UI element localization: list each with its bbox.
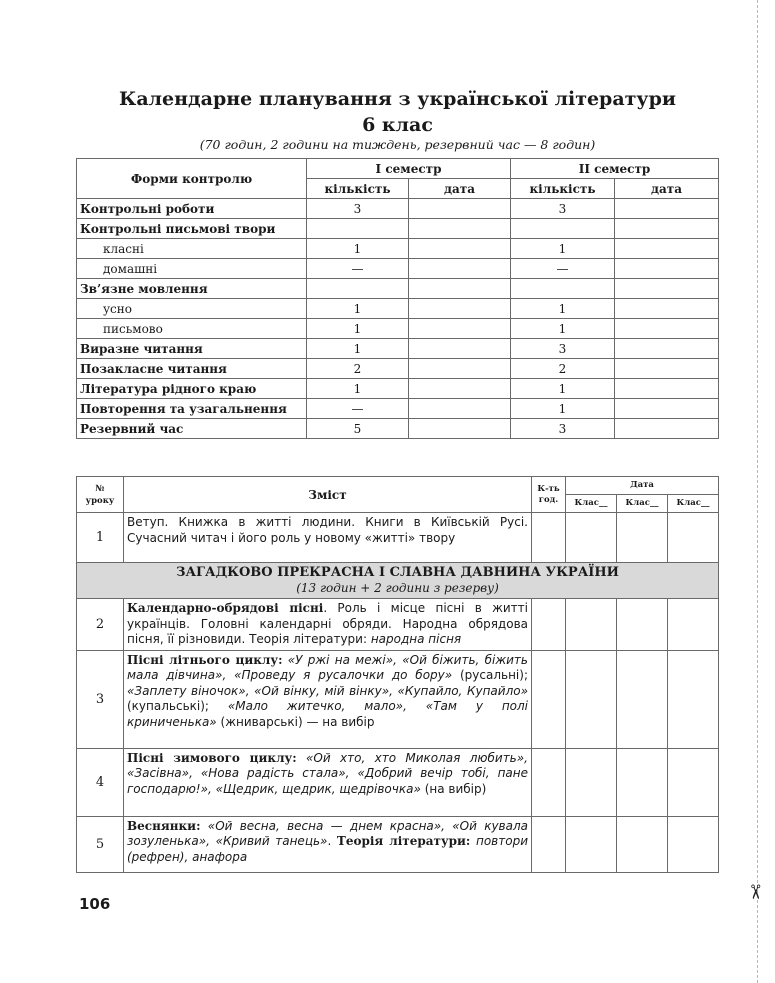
s2-count: 2 [511, 359, 615, 379]
col-num-header-line2: уроку [85, 495, 115, 506]
lesson-works: «У ржі на межі», «Ой біжить, біжить мала дівчина», «Проведу я русалочки до бору» [127, 652, 528, 682]
lesson-date [617, 748, 668, 816]
col-content-header: Зміст [124, 477, 532, 513]
lesson-row [77, 816, 719, 872]
s1-count: 1 [307, 379, 409, 399]
lesson-table-header-row [77, 477, 719, 495]
lesson-date [566, 748, 617, 816]
row-label: домашні [77, 259, 307, 279]
s1-date [409, 219, 511, 239]
section-header [77, 563, 719, 599]
s1-count: 2 [307, 359, 409, 379]
lesson-row [77, 513, 719, 563]
page-title-line2: 6 клас [362, 114, 433, 136]
col-class-header: Клас__ [668, 495, 719, 513]
lesson-date [668, 650, 719, 748]
s1-count: 1 [307, 339, 409, 359]
table-row [77, 359, 719, 379]
s1-date [409, 279, 511, 299]
lesson-text: (на вибір) [420, 781, 487, 796]
lesson-text: . Роль і місце пісні в житті українців. Головні календарні обряди. Народна обрядова пісня, її різновиди. Теорія літератури: [127, 601, 528, 646]
lesson-number: 5 [77, 816, 124, 872]
s1-count: 1 [307, 319, 409, 339]
row-label: Зв’язне мовлення [77, 279, 307, 299]
s2-date [615, 379, 719, 399]
s2-date [615, 419, 719, 439]
s2-count: 3 [511, 419, 615, 439]
s1-date-header: дата [409, 179, 511, 199]
table-row [77, 259, 719, 279]
col-class-header: Клас__ [617, 495, 668, 513]
row-label: усно [77, 299, 307, 319]
s2-count: 1 [511, 299, 615, 319]
s1-count: 5 [307, 419, 409, 439]
s2-count: — [511, 259, 615, 279]
section-title: ЗАГАДКОВО ПРЕКРАСНА І СЛАВНА ДАВНИНА УКРАЇНИ [176, 565, 619, 580]
s1-count: 1 [307, 239, 409, 259]
page-subtitle: (70 годин, 2 години на тиждень, резервний час — 8 годин) [199, 137, 596, 152]
s2-count: 1 [511, 239, 615, 259]
s2-count [511, 219, 615, 239]
col-num-header-line1: № [95, 483, 105, 494]
lesson-works: «Ой хто, хто Миколая любить», «Засівна», «Нова радість стала», «Добрий вечір тобі, пане господарю!», «Щедрик, щедрик, щедрівочка» [127, 750, 528, 796]
lesson-content [124, 748, 532, 816]
lesson-hours [532, 748, 566, 816]
col-hours-header [532, 477, 566, 513]
row-label: Повторення та узагальнення [77, 399, 307, 419]
s1-count: — [307, 399, 409, 419]
lesson-date [566, 816, 617, 872]
lesson-content [124, 599, 532, 651]
s1-date [409, 379, 511, 399]
s2-date [615, 239, 719, 259]
lesson-topic: Пісні зимового циклу: [127, 750, 297, 765]
col-date-header: Дата [566, 477, 719, 495]
s1-date [409, 259, 511, 279]
s2-date [615, 219, 719, 239]
lesson-topic: Календарно-обрядові пісні [127, 601, 324, 615]
s2-count: 1 [511, 319, 615, 339]
s1-date [409, 419, 511, 439]
page-title [0, 86, 775, 138]
lesson-date [668, 816, 719, 872]
lesson-content: Ветуп. Книжка в житті людини. Книги в Київській Русі. Сучасний читач і його роль у новому «житті» твору [124, 513, 532, 563]
table-row [77, 319, 719, 339]
lesson-text: (русальні); [452, 668, 528, 682]
col-class-header: Клас__ [566, 495, 617, 513]
s2-date-header: дата [615, 179, 719, 199]
col-hours-header-line2: год. [538, 494, 559, 505]
lesson-date [566, 599, 617, 651]
lesson-hours [532, 599, 566, 651]
s1-date [409, 299, 511, 319]
s1-date [409, 399, 511, 419]
lesson-works: «Заплету віночок», «Ой вінку, мій вінку», «Купайло, Купайло» [127, 683, 528, 698]
s2-date [615, 279, 719, 299]
lesson-text: (купальські); [127, 699, 228, 713]
s2-count: 1 [511, 379, 615, 399]
lesson-topic: Веснянки: [127, 818, 201, 833]
page-title-line1: Календарне планування з української літератури [119, 88, 676, 110]
lesson-date [566, 650, 617, 748]
s1-count: — [307, 259, 409, 279]
control-table-header-row [77, 159, 719, 179]
lesson-text: (жниварські) — на вибір [216, 714, 375, 729]
table-row [77, 399, 719, 419]
lesson-date [617, 650, 668, 748]
lesson-topic: Теорія літератури: [336, 834, 471, 848]
col-hours-header-line1: К-ть [537, 483, 560, 494]
lesson-row [77, 599, 719, 651]
row-label: класні [77, 239, 307, 259]
lesson-row [77, 650, 719, 748]
col-forms-header: Форми контролю [77, 159, 307, 199]
s1-date [409, 199, 511, 219]
table-row [77, 419, 719, 439]
lesson-content [124, 816, 532, 872]
row-label: Контрольні письмові твори [77, 219, 307, 239]
page-number: 106 [79, 895, 111, 913]
s1-date [409, 239, 511, 259]
s2-count: 1 [511, 399, 615, 419]
table-row [77, 219, 719, 239]
lesson-number: 4 [77, 748, 124, 816]
table-row [77, 279, 719, 299]
s2-count: 3 [511, 339, 615, 359]
s2-date [615, 319, 719, 339]
lesson-hours [532, 513, 566, 563]
lesson-number: 3 [77, 650, 124, 748]
s1-count [307, 219, 409, 239]
lesson-date [668, 513, 719, 563]
s1-count: 3 [307, 199, 409, 219]
row-label: Література рідного краю [77, 379, 307, 399]
s2-count: 3 [511, 199, 615, 219]
lesson-works: «Ой весна, весна — днем красна», «Ой кувала зозуленька», «Кривий танець» [127, 818, 528, 848]
lesson-hours [532, 650, 566, 748]
s1-date [409, 359, 511, 379]
lesson-number: 1 [77, 513, 124, 563]
lesson-plan-table [76, 476, 719, 873]
lesson-date [668, 748, 719, 816]
lesson-date [617, 599, 668, 651]
lesson-text: . [327, 834, 337, 848]
row-label: Контрольні роботи [77, 199, 307, 219]
row-label: Виразне читання [77, 339, 307, 359]
table-row [77, 339, 719, 359]
scissors-icon: ✂ [743, 883, 768, 901]
lesson-date [566, 513, 617, 563]
lesson-date [617, 513, 668, 563]
lesson-date [617, 816, 668, 872]
table-row [77, 239, 719, 259]
row-label: Резервний час [77, 419, 307, 439]
s2-date [615, 199, 719, 219]
section-subtitle: (13 годин + 2 години з резерву) [296, 581, 499, 595]
s2-date [615, 299, 719, 319]
s1-date [409, 319, 511, 339]
s2-date [615, 359, 719, 379]
semester2-header: ІІ семестр [511, 159, 719, 179]
col-num-header [77, 477, 124, 513]
row-label: Позакласне читання [77, 359, 307, 379]
lesson-content [124, 650, 532, 748]
lesson-topic: Пісні літнього циклу: [127, 652, 283, 667]
s1-date [409, 339, 511, 359]
s2-date [615, 339, 719, 359]
lesson-date [668, 599, 719, 651]
s2-count-header: кількість [511, 179, 615, 199]
s2-date [615, 259, 719, 279]
control-forms-table [76, 158, 719, 439]
s1-count-header: кількість [307, 179, 409, 199]
section-row [77, 563, 719, 599]
lesson-number: 2 [77, 599, 124, 651]
semester1-header: І семестр [307, 159, 511, 179]
table-row [77, 199, 719, 219]
table-row [77, 379, 719, 399]
table-row [77, 299, 719, 319]
lesson-term: повтори (рефрен), анафора [127, 834, 529, 864]
lesson-row [77, 748, 719, 816]
s1-count: 1 [307, 299, 409, 319]
s2-date [615, 399, 719, 419]
lesson-hours [532, 816, 566, 872]
s1-count [307, 279, 409, 299]
lesson-term: народна пісня [370, 632, 462, 646]
lesson-works: «Мало житечко, мало», «Там у полі криниченька» [127, 699, 529, 729]
row-label: письмово [77, 319, 307, 339]
s2-count [511, 279, 615, 299]
